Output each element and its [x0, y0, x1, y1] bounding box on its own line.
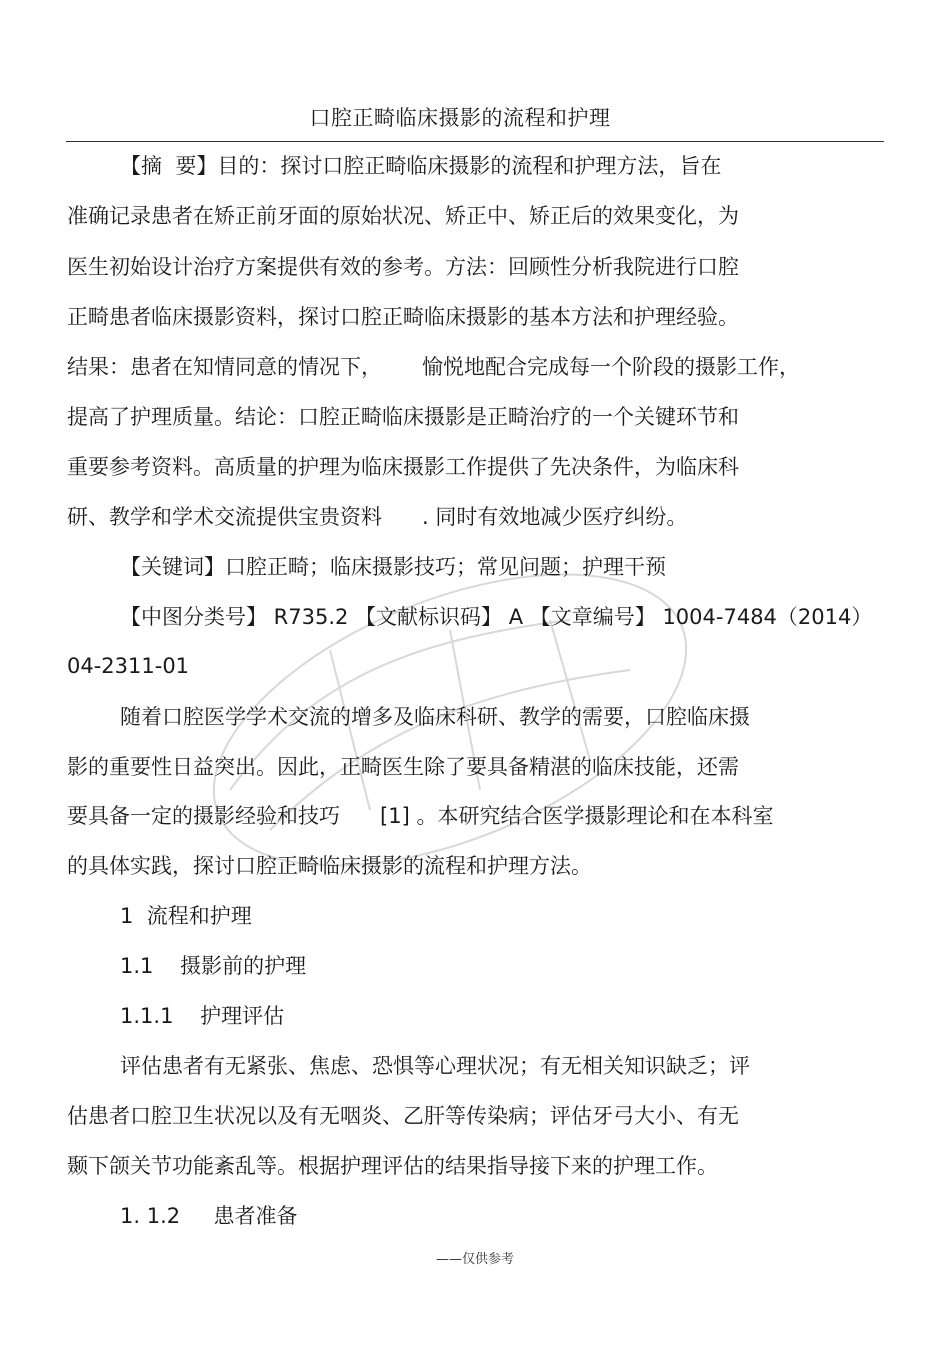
text-line: 的具体实践，探讨口腔正畸临床摄影的流程和护理方法。 — [67, 854, 592, 878]
text-line: 研、教学和学术交流提供宝贵资料 . 同时有效地减少医疗纠纷。 — [67, 505, 688, 529]
text-line: 估患者口腔卫生状况以及有无咽炎、乙肝等传染病；评估牙弓大小、有无 — [67, 1104, 739, 1128]
section-heading: 1.1 摄影前的护理 — [120, 954, 307, 978]
footer-note: ——仅供参考 — [435, 1252, 514, 1267]
text-line: 结果：患者在知情同意的情况下， 愉悦地配合完成每一个阶段的摄影工作， — [67, 355, 801, 379]
classification-line: 04-2311-01 — [67, 654, 190, 678]
section-heading: 1. 1.2 患者准备 — [120, 1204, 298, 1228]
text-line: 准确记录患者在矫正前牙面的原始状况、矫正中、矫正后的效果变化，为 — [67, 204, 739, 228]
title-rule — [66, 141, 884, 142]
text-line: 【摘 要】目的：探讨口腔正畸临床摄影的流程和护理方法，旨在 — [120, 154, 722, 178]
section-heading: 1.1.1 护理评估 — [120, 1004, 285, 1028]
classification-line: 【中图分类号】 R735.2 【文献标识码】 A 【文章编号】 1004-7484（2014） — [120, 605, 873, 629]
text-line: 要具备一定的摄影经验和技巧 [1] 。本研究结合医学摄影理论和在本科室 — [67, 804, 774, 828]
text-line: 影的重要性日益突出。因此，正畸医生除了要具备精湛的临床技能，还需 — [67, 755, 739, 779]
document-title: 口腔正畸临床摄影的流程和护理 — [309, 106, 611, 130]
text-line: 正畸患者临床摄影资料，探讨口腔正畸临床摄影的基本方法和护理经验。 — [67, 305, 739, 329]
text-line: 医生初始设计治疗方案提供有效的参考。方法：回顾性分析我院进行口腔 — [67, 255, 739, 279]
keywords-line: 【关键词】口腔正畸；临床摄影技巧；常见问题；护理干预 — [120, 555, 666, 579]
section-heading: 1 流程和护理 — [120, 904, 252, 928]
text-line: 提高了护理质量。结论：口腔正畸临床摄影是正畸治疗的一个关键环节和 — [67, 405, 739, 429]
text-line: 重要参考资料。高质量的护理为临床摄影工作提供了先决条件，为临床科 — [67, 455, 739, 479]
text-line: 评估患者有无紧张、焦虑、恐惧等心理状况；有无相关知识缺乏；评 — [120, 1054, 750, 1078]
text-line: 颞下颌关节功能紊乱等。根据护理评估的结果指导接下来的护理工作。 — [67, 1154, 718, 1178]
text-line: 随着口腔医学学术交流的增多及临床科研、教学的需要，口腔临床摄 — [120, 705, 750, 729]
